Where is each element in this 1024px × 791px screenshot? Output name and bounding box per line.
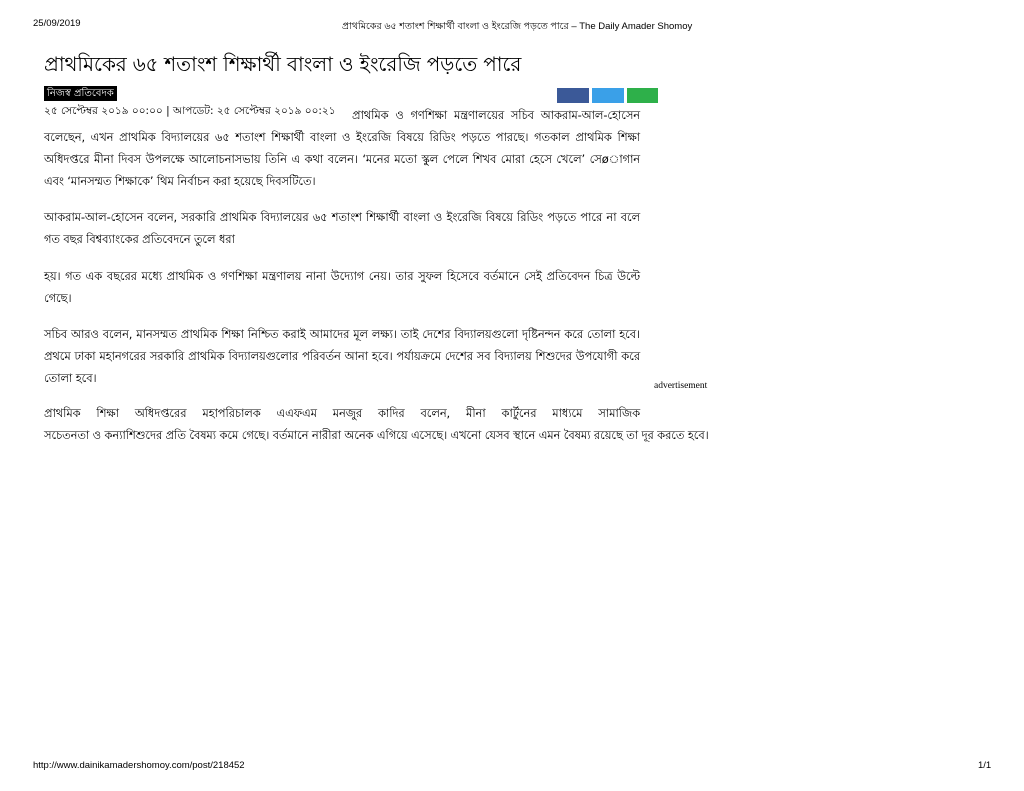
share-whatsapp-button[interactable] — [627, 88, 658, 103]
paragraph-line: সচেতনতা ও কন্যাশিশুদের প্রতি বৈষম্য কমে গেছে। বর্তমানে নারীরা অনেক এগিয়ে এসেছে। এখনো যেসব স্থানে এমন বৈষম্য রয়েছে তা দূর করতে হবে। — [44, 428, 709, 442]
print-header-title: প্রাথমিকের ৬৫ শতাংশ শিক্ষার্থী বাংলা ও ইংরেজি পড়তে পারে – The Daily Amader Shomoy — [342, 21, 693, 32]
article-paragraph: সচিব আরও বলেন, মানসম্মত প্রাথমিক শিক্ষা নিশ্চিত করাই আমাদের মূল লক্ষ্য। তাই দেশের বিদ্যালয়গুলো দৃষ্টিনন্দন করে তোলা হবে। প্রথমে ঢাকা মহানগরের সরকারি প্রাথমিক বিদ্যালয়গুলোর পরিবর্তন আনা হবে। পর্যায়ক্রমে দেশের সব বিদ্যালয় শিশুদের উপযোগী করে তোলা হবে। — [44, 327, 640, 385]
print-date: 25/09/2019 — [33, 18, 81, 29]
footer-url[interactable]: http://www.dainikamadershomoy.com/post/218452 — [33, 760, 245, 771]
article-dateline: ২৫ সেপ্টেম্বর ২০১৯ ০০:০০ | আপডেট: ২৫ সেপ্টেম্বর ২০১৯ ০০:২১ — [44, 105, 336, 117]
page-number: 1/1 — [978, 760, 992, 771]
article-paragraph: প্রাথমিক ও গণশিক্ষা মন্ত্রণালয়ের সচিব আকরাম-আল-হোসেন বলেছেন, এখন প্রাথমিক বিদ্যালয়ের ৬৫ শতাংশ শিক্ষার্থী বাংলা ও ইংরেজি বিষয়ে রিডিং পড়তে পারছে। গতকাল প্রাথমিক শিক্ষা অধিদপ্তরে মীনা দিবস উপলক্ষে আলোচনাসভায় তিনি এ কথা বলেন। ‘মনের মতো স্কুল পেলে শিখব মোরা হেসে খেলে’ সেøাগান এবং ‘মানসম্মত শিক্ষাকে’ থিম নির্বাচন করা হয়েছে দিবসটিতে। — [44, 108, 640, 188]
article-paragraph: আকরাম-আল-হোসেন বলেন, সরকারি প্রাথমিক বিদ্যালয়ের ৬৫ শতাংশ শিক্ষার্থী বাংলা ও ইংরেজি বিষয়ে রিডিং পড়তে পারে না বলে গত বছর বিশ্বব্যাংকের প্রতিবেদনে তুলে ধরা — [44, 210, 640, 246]
article-paragraph: হয়। গত এক বছরের মধ্যে প্রাথমিক ও গণশিক্ষা মন্ত্রণালয় নানা উদ্যোগ নেয়। তার সুফল হিসেবে বর্তমানে সেই প্রতিবেদন চিত্র উল্টে গেছে। — [44, 269, 640, 305]
share-twitter-button[interactable] — [592, 88, 624, 103]
article-paragraph — [44, 402, 842, 446]
advertisement-label: advertisement — [654, 381, 708, 391]
share-facebook-button[interactable] — [557, 88, 589, 103]
article-headline: প্রাথমিকের ৬৫ শতাংশ শিক্ষার্থী বাংলা ও ইংরেজি পড়তে পারে — [44, 52, 522, 76]
byline-badge[interactable]: নিজস্ব প্রতিবেদক — [44, 86, 117, 101]
paragraph-line: প্রাথমিক শিক্ষা অধিদপ্তরের মহাপরিচালক এএফএম মনজুর কাদির বলেন, মীনা কার্টুনের মাধ্যমে সামাজিক — [44, 406, 640, 420]
